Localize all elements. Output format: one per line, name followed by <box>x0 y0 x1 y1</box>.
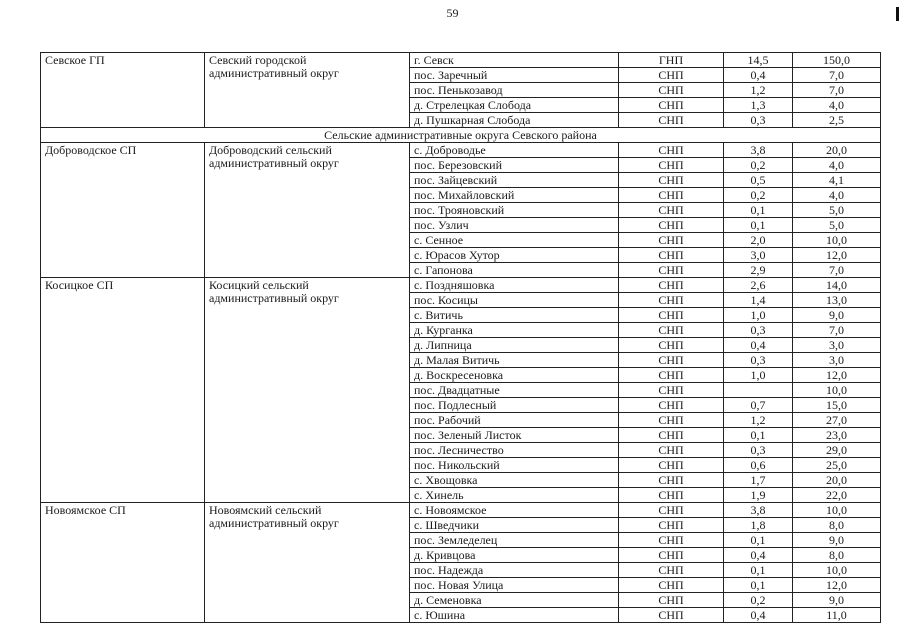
place-name-cell: с. Новоямское <box>410 503 619 518</box>
place-name-cell: д. Кривцова <box>410 548 619 563</box>
place-name-cell: пос. Заречный <box>410 68 619 83</box>
place-name-cell: с. Сенное <box>410 233 619 248</box>
value-1-cell: 2,9 <box>724 263 793 278</box>
value-2-cell: 15,0 <box>793 398 881 413</box>
value-1-cell: 0,4 <box>724 548 793 563</box>
place-type-cell: СНП <box>619 608 724 623</box>
place-name-cell: пос. Лесничество <box>410 443 619 458</box>
place-name-cell: с. Витичь <box>410 308 619 323</box>
place-type-cell: СНП <box>619 263 724 278</box>
place-name-cell: пос. Косицы <box>410 293 619 308</box>
district-cell: Доброводский сельский административный округ <box>205 143 410 278</box>
value-1-cell: 0,5 <box>724 173 793 188</box>
place-type-cell: СНП <box>619 533 724 548</box>
value-1-cell: 0,2 <box>724 188 793 203</box>
value-2-cell: 7,0 <box>793 68 881 83</box>
place-name-cell: пос. Подлесный <box>410 398 619 413</box>
place-type-cell: СНП <box>619 248 724 263</box>
table-body <box>41 53 881 623</box>
value-1-cell: 2,0 <box>724 233 793 248</box>
value-1-cell: 1,2 <box>724 413 793 428</box>
value-1-cell: 0,3 <box>724 113 793 128</box>
value-2-cell: 8,0 <box>793 518 881 533</box>
value-1-cell: 1,2 <box>724 83 793 98</box>
place-type-cell: СНП <box>619 518 724 533</box>
place-name-cell: д. Семеновка <box>410 593 619 608</box>
value-1-cell: 0,7 <box>724 398 793 413</box>
section-heading-row <box>41 128 881 143</box>
value-2-cell: 10,0 <box>793 233 881 248</box>
place-type-cell: СНП <box>619 503 724 518</box>
place-type-cell: СНП <box>619 398 724 413</box>
place-name-cell: с. Поздняшовка <box>410 278 619 293</box>
place-name-cell: пос. Зайцевский <box>410 173 619 188</box>
place-type-cell: СНП <box>619 83 724 98</box>
value-2-cell: 4,1 <box>793 173 881 188</box>
place-type-cell: СНП <box>619 353 724 368</box>
margin-mark <box>896 7 899 21</box>
value-1-cell: 0,6 <box>724 458 793 473</box>
place-type-cell: СНП <box>619 593 724 608</box>
place-type-cell: ГНП <box>619 53 724 68</box>
value-1-cell: 1,9 <box>724 488 793 503</box>
value-2-cell: 5,0 <box>793 218 881 233</box>
place-name-cell: с. Шведчики <box>410 518 619 533</box>
value-2-cell: 9,0 <box>793 593 881 608</box>
value-2-cell: 3,0 <box>793 353 881 368</box>
value-1-cell: 0,3 <box>724 443 793 458</box>
place-type-cell: СНП <box>619 473 724 488</box>
value-2-cell: 7,0 <box>793 83 881 98</box>
place-type-cell: СНП <box>619 368 724 383</box>
place-type-cell: СНП <box>619 68 724 83</box>
value-2-cell: 12,0 <box>793 578 881 593</box>
value-2-cell: 150,0 <box>793 53 881 68</box>
value-2-cell: 23,0 <box>793 428 881 443</box>
table-row <box>41 503 881 518</box>
value-1-cell: 0,3 <box>724 323 793 338</box>
value-1-cell: 1,0 <box>724 368 793 383</box>
place-type-cell: СНП <box>619 113 724 128</box>
value-1-cell: 0,4 <box>724 608 793 623</box>
value-2-cell: 13,0 <box>793 293 881 308</box>
settlements-table <box>40 52 881 623</box>
value-2-cell: 29,0 <box>793 443 881 458</box>
place-type-cell: СНП <box>619 428 724 443</box>
value-2-cell: 20,0 <box>793 473 881 488</box>
place-type-cell: СНП <box>619 323 724 338</box>
place-name-cell: с. Гапонова <box>410 263 619 278</box>
place-type-cell: СНП <box>619 173 724 188</box>
place-type-cell: СНП <box>619 338 724 353</box>
place-name-cell: пос. Березовский <box>410 158 619 173</box>
place-name-cell: д. Малая Витичь <box>410 353 619 368</box>
place-name-cell: пос. Узлич <box>410 218 619 233</box>
place-type-cell: СНП <box>619 158 724 173</box>
place-type-cell: СНП <box>619 293 724 308</box>
place-type-cell: СНП <box>619 443 724 458</box>
value-2-cell: 4,0 <box>793 188 881 203</box>
value-1-cell: 14,5 <box>724 53 793 68</box>
settlement-cell: Доброводское СП <box>41 143 205 278</box>
place-name-cell: г. Севск <box>410 53 619 68</box>
place-type-cell: СНП <box>619 278 724 293</box>
place-name-cell: д. Курганка <box>410 323 619 338</box>
value-2-cell: 2,5 <box>793 113 881 128</box>
value-2-cell: 12,0 <box>793 248 881 263</box>
place-name-cell: пос. Пенькозавод <box>410 83 619 98</box>
value-1-cell: 2,6 <box>724 278 793 293</box>
section-heading: Сельские административные округа Севского района <box>41 128 881 143</box>
place-name-cell: д. Пушкарная Слобода <box>410 113 619 128</box>
value-2-cell: 8,0 <box>793 548 881 563</box>
value-2-cell: 10,0 <box>793 383 881 398</box>
table-row <box>41 278 881 293</box>
value-1-cell: 1,4 <box>724 293 793 308</box>
place-type-cell: СНП <box>619 578 724 593</box>
settlement-cell: Новоямское СП <box>41 503 205 623</box>
value-1-cell: 3,8 <box>724 503 793 518</box>
place-name-cell: пос. Михайловский <box>410 188 619 203</box>
value-2-cell: 9,0 <box>793 308 881 323</box>
place-name-cell: пос. Зеленый Листок <box>410 428 619 443</box>
value-2-cell: 22,0 <box>793 488 881 503</box>
place-type-cell: СНП <box>619 413 724 428</box>
place-name-cell: с. Хвощовка <box>410 473 619 488</box>
table-row <box>41 53 881 68</box>
value-1-cell: 1,7 <box>724 473 793 488</box>
value-1-cell: 1,3 <box>724 98 793 113</box>
value-2-cell: 7,0 <box>793 263 881 278</box>
place-type-cell: СНП <box>619 548 724 563</box>
value-1-cell: 0,1 <box>724 578 793 593</box>
table-row <box>41 143 881 158</box>
place-name-cell: д. Стрелецкая Слобода <box>410 98 619 113</box>
place-name-cell: с. Хинель <box>410 488 619 503</box>
settlement-cell: Косицкое СП <box>41 278 205 503</box>
value-1-cell: 0,1 <box>724 218 793 233</box>
place-type-cell: СНП <box>619 488 724 503</box>
district-cell: Косицкий сельский административный округ <box>205 278 410 503</box>
place-name-cell: пос. Двадцатные <box>410 383 619 398</box>
value-2-cell: 11,0 <box>793 608 881 623</box>
value-1-cell: 3,8 <box>724 143 793 158</box>
place-name-cell: с. Доброводье <box>410 143 619 158</box>
value-1-cell: 0,1 <box>724 563 793 578</box>
place-name-cell: пос. Рабочий <box>410 413 619 428</box>
value-1-cell: 0,4 <box>724 68 793 83</box>
place-type-cell: СНП <box>619 218 724 233</box>
value-1-cell: 0,3 <box>724 353 793 368</box>
place-type-cell: СНП <box>619 98 724 113</box>
value-1-cell <box>724 383 793 398</box>
place-type-cell: СНП <box>619 383 724 398</box>
place-name-cell: пос. Трояновский <box>410 203 619 218</box>
place-name-cell: с. Юрасов Хутор <box>410 248 619 263</box>
value-1-cell: 1,0 <box>724 308 793 323</box>
place-type-cell: СНП <box>619 188 724 203</box>
value-1-cell: 0,2 <box>724 158 793 173</box>
value-2-cell: 14,0 <box>793 278 881 293</box>
value-1-cell: 0,4 <box>724 338 793 353</box>
settlement-cell: Севское ГП <box>41 53 205 128</box>
value-2-cell: 12,0 <box>793 368 881 383</box>
value-2-cell: 27,0 <box>793 413 881 428</box>
value-2-cell: 4,0 <box>793 158 881 173</box>
place-name-cell: д. Липница <box>410 338 619 353</box>
value-2-cell: 10,0 <box>793 503 881 518</box>
page-number: 59 <box>446 6 459 20</box>
place-name-cell: пос. Новая Улица <box>410 578 619 593</box>
value-2-cell: 10,0 <box>793 563 881 578</box>
value-1-cell: 0,1 <box>724 533 793 548</box>
value-1-cell: 1,8 <box>724 518 793 533</box>
value-2-cell: 20,0 <box>793 143 881 158</box>
value-2-cell: 5,0 <box>793 203 881 218</box>
value-2-cell: 25,0 <box>793 458 881 473</box>
value-1-cell: 3,0 <box>724 248 793 263</box>
place-name-cell: пос. Надежда <box>410 563 619 578</box>
place-type-cell: СНП <box>619 308 724 323</box>
place-type-cell: СНП <box>619 563 724 578</box>
place-type-cell: СНП <box>619 458 724 473</box>
value-1-cell: 0,1 <box>724 428 793 443</box>
place-type-cell: СНП <box>619 203 724 218</box>
value-2-cell: 9,0 <box>793 533 881 548</box>
place-name-cell: д. Воскресеновка <box>410 368 619 383</box>
value-2-cell: 3,0 <box>793 338 881 353</box>
place-name-cell: с. Юшина <box>410 608 619 623</box>
place-name-cell: пос. Никольский <box>410 458 619 473</box>
value-1-cell: 0,1 <box>724 203 793 218</box>
place-type-cell: СНП <box>619 233 724 248</box>
district-cell: Севский городской административный округ <box>205 53 410 128</box>
value-2-cell: 4,0 <box>793 98 881 113</box>
place-type-cell: СНП <box>619 143 724 158</box>
value-1-cell: 0,2 <box>724 593 793 608</box>
place-name-cell: пос. Земледелец <box>410 533 619 548</box>
value-2-cell: 7,0 <box>793 323 881 338</box>
district-cell: Новоямский сельский административный округ <box>205 503 410 623</box>
